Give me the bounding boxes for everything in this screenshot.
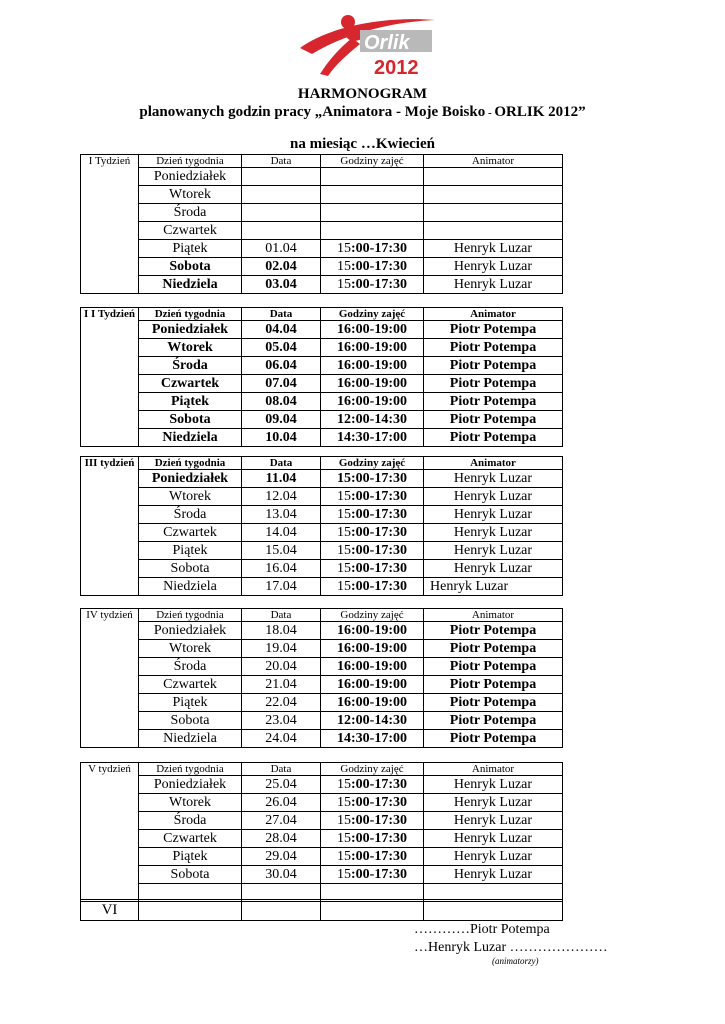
schedule-row	[81, 776, 563, 794]
animator-cell: Piotr Potempa	[424, 339, 563, 357]
day-cell: Piątek	[139, 393, 242, 411]
animator-cell	[424, 186, 563, 204]
date-cell	[242, 168, 321, 186]
schedule-row	[81, 658, 563, 676]
hours-cell: 15:00-17:30	[321, 830, 424, 848]
column-header-hours: Godziny zajęć	[321, 609, 424, 622]
day-cell: Sobota	[139, 712, 242, 730]
day-cell: Piątek	[139, 542, 242, 560]
date-cell	[242, 186, 321, 204]
date-cell: 02.04	[242, 258, 321, 276]
schedule-row	[81, 258, 563, 276]
schedule-row	[81, 240, 563, 258]
week-table	[80, 762, 563, 902]
schedule-row	[81, 524, 563, 542]
hours-cell: 16:00-19:00	[321, 658, 424, 676]
date-cell: 20.04	[242, 658, 321, 676]
date-cell: 17.04	[242, 578, 321, 596]
date-cell: 22.04	[242, 694, 321, 712]
day-cell: Poniedziałek	[139, 622, 242, 640]
hours-cell: 15:00-17:30	[321, 240, 424, 258]
schedule-row	[81, 276, 563, 294]
date-cell	[242, 222, 321, 240]
hours-cell: 15:00-17:30	[321, 258, 424, 276]
schedule-row	[81, 321, 563, 339]
column-header-animator: Animator	[424, 308, 563, 321]
week-table	[80, 307, 563, 447]
day-cell: Niedziela	[139, 578, 242, 596]
date-cell: 24.04	[242, 730, 321, 748]
date-cell: 15.04	[242, 542, 321, 560]
date-cell: 21.04	[242, 676, 321, 694]
day-cell: Czwartek	[139, 676, 242, 694]
column-header-date: Data	[242, 155, 321, 168]
schedule-row	[81, 812, 563, 830]
day-cell: Czwartek	[139, 222, 242, 240]
week-label: III tydzień	[81, 457, 139, 596]
day-cell: Sobota	[139, 866, 242, 884]
date-cell: 18.04	[242, 622, 321, 640]
animator-cell: Piotr Potempa	[424, 357, 563, 375]
schedule-row	[81, 411, 563, 429]
animator-cell: Piotr Potempa	[424, 676, 563, 694]
animator-cell: Piotr Potempa	[424, 429, 563, 447]
hours-cell: 16:00-19:00	[321, 640, 424, 658]
hours-cell: 15:00-17:30	[321, 848, 424, 866]
column-header-date: Data	[242, 457, 321, 470]
signature-line-2: …Henryk Luzar …………………	[414, 940, 608, 955]
schedule-row	[81, 488, 563, 506]
hours-cell: 14:30-17:00	[321, 730, 424, 748]
document-title: HARMONOGRAM	[297, 86, 428, 102]
column-header-hours: Godziny zajęć	[321, 308, 424, 321]
animator-cell: Henryk Luzar	[424, 866, 563, 884]
signature-note: (animatorzy)	[492, 956, 539, 966]
column-header-animator: Animator	[424, 609, 563, 622]
hours-cell: 16:00-19:00	[321, 321, 424, 339]
date-cell: 27.04	[242, 812, 321, 830]
hours-cell: 15:00-17:30	[321, 488, 424, 506]
schedule-row	[81, 794, 563, 812]
schedule-row	[81, 542, 563, 560]
day-cell: Środa	[139, 357, 242, 375]
hours-cell: 15:00-17:30	[321, 524, 424, 542]
week-6-label: VI	[81, 900, 139, 921]
day-cell: Poniedziałek	[139, 470, 242, 488]
animator-cell: Henryk Luzar	[424, 794, 563, 812]
day-cell: Sobota	[139, 560, 242, 578]
day-cell: Wtorek	[139, 794, 242, 812]
date-cell: 12.04	[242, 488, 321, 506]
day-cell: Niedziela	[139, 276, 242, 294]
orlik-2012-logo	[290, 8, 440, 80]
month-line: na miesiąc …Kwiecień	[290, 136, 435, 152]
date-cell: 28.04	[242, 830, 321, 848]
date-cell: 23.04	[242, 712, 321, 730]
animator-cell: Henryk Luzar	[424, 470, 563, 488]
animator-cell: Henryk Luzar	[424, 830, 563, 848]
column-header-animator: Animator	[424, 763, 563, 776]
date-cell: 07.04	[242, 375, 321, 393]
schedule-row	[81, 640, 563, 658]
schedule-row	[81, 730, 563, 748]
date-cell: 01.04	[242, 240, 321, 258]
date-cell: 13.04	[242, 506, 321, 524]
column-header-date: Data	[242, 308, 321, 321]
schedule-row	[81, 429, 563, 447]
date-cell: 19.04	[242, 640, 321, 658]
schedule-row	[81, 848, 563, 866]
day-cell: Piątek	[139, 694, 242, 712]
animator-cell: Henryk Luzar	[424, 258, 563, 276]
animator-cell	[424, 222, 563, 240]
hours-cell: 16:00-19:00	[321, 694, 424, 712]
day-cell: Piątek	[139, 240, 242, 258]
hours-cell: 15:00-17:30	[321, 794, 424, 812]
schedule-row	[81, 694, 563, 712]
schedule-row	[81, 578, 563, 596]
hours-cell: 15:00-17:30	[321, 542, 424, 560]
date-cell	[242, 204, 321, 222]
schedule-row	[81, 866, 563, 884]
animator-cell: Piotr Potempa	[424, 411, 563, 429]
schedule-row	[81, 830, 563, 848]
hours-cell: 16:00-19:00	[321, 622, 424, 640]
animator-cell: Piotr Potempa	[424, 393, 563, 411]
animator-cell: Piotr Potempa	[424, 658, 563, 676]
day-cell: Czwartek	[139, 830, 242, 848]
hours-cell	[321, 186, 424, 204]
hours-cell: 12:00-14:30	[321, 411, 424, 429]
animator-cell: Henryk Luzar	[424, 812, 563, 830]
day-cell: Sobota	[139, 258, 242, 276]
column-header-day: Dzień tygodnia	[139, 609, 242, 622]
week-table	[80, 456, 563, 596]
animator-cell: Henryk Luzar	[424, 542, 563, 560]
day-cell: Środa	[139, 204, 242, 222]
hours-cell: 15:00-17:30	[321, 506, 424, 524]
column-header-date: Data	[242, 763, 321, 776]
day-cell: Niedziela	[139, 730, 242, 748]
hours-cell	[321, 168, 424, 186]
day-cell: Sobota	[139, 411, 242, 429]
day-cell: Piątek	[139, 848, 242, 866]
schedule-row	[81, 560, 563, 578]
animator-cell: Piotr Potempa	[424, 730, 563, 748]
date-cell: 29.04	[242, 848, 321, 866]
animator-cell: Piotr Potempa	[424, 712, 563, 730]
animator-cell: Piotr Potempa	[424, 375, 563, 393]
animator-cell: Henryk Luzar	[424, 524, 563, 542]
hours-cell: 15:00-17:30	[321, 866, 424, 884]
day-cell: Środa	[139, 658, 242, 676]
hours-cell: 15:00-17:30	[321, 578, 424, 596]
day-cell: Poniedziałek	[139, 168, 242, 186]
date-cell: 09.04	[242, 411, 321, 429]
hours-cell: 16:00-19:00	[321, 375, 424, 393]
date-cell: 26.04	[242, 794, 321, 812]
date-cell: 30.04	[242, 866, 321, 884]
animator-cell: Piotr Potempa	[424, 640, 563, 658]
day-cell: Czwartek	[139, 375, 242, 393]
schedule-row	[81, 712, 563, 730]
column-header-hours: Godziny zajęć	[321, 457, 424, 470]
date-cell: 14.04	[242, 524, 321, 542]
schedule-row	[81, 186, 563, 204]
day-cell: Poniedziałek	[139, 321, 242, 339]
day-cell: Wtorek	[139, 488, 242, 506]
animator-cell: Henryk Luzar	[424, 578, 563, 596]
animator-cell: Henryk Luzar	[424, 240, 563, 258]
date-cell: 10.04	[242, 429, 321, 447]
hours-cell	[321, 204, 424, 222]
document-subtitle: planowanych godzin pracy „Animatora - Moje Boisko - ORLIK 2012”	[139, 104, 586, 120]
hours-cell: 15:00-17:30	[321, 776, 424, 794]
schedule-row	[81, 622, 563, 640]
day-cell: Czwartek	[139, 524, 242, 542]
animator-cell: Piotr Potempa	[424, 622, 563, 640]
hours-cell: 16:00-19:00	[321, 676, 424, 694]
date-cell: 08.04	[242, 393, 321, 411]
column-header-day: Dzień tygodnia	[139, 155, 242, 168]
week-label: IV tydzień	[81, 609, 139, 748]
column-header-hours: Godziny zajęć	[321, 763, 424, 776]
week-table	[80, 608, 563, 748]
date-cell: 05.04	[242, 339, 321, 357]
schedule-row	[81, 339, 563, 357]
schedule-row	[81, 393, 563, 411]
date-cell: 04.04	[242, 321, 321, 339]
column-header-date: Data	[242, 609, 321, 622]
animator-cell: Henryk Luzar	[424, 276, 563, 294]
column-header-day: Dzień tygodnia	[139, 763, 242, 776]
column-header-day: Dzień tygodnia	[139, 308, 242, 321]
date-cell: 03.04	[242, 276, 321, 294]
animator-cell: Piotr Potempa	[424, 321, 563, 339]
week-label: I I Tydzień	[81, 308, 139, 447]
animator-cell: Henryk Luzar	[424, 506, 563, 524]
animator-cell	[424, 204, 563, 222]
day-cell: Środa	[139, 506, 242, 524]
date-cell: 11.04	[242, 470, 321, 488]
hours-cell: 16:00-19:00	[321, 339, 424, 357]
svg-text:2012: 2012	[374, 57, 419, 79]
schedule-row	[81, 676, 563, 694]
schedule-row	[81, 470, 563, 488]
column-header-day: Dzień tygodnia	[139, 457, 242, 470]
hours-cell: 16:00-19:00	[321, 393, 424, 411]
day-cell: Wtorek	[139, 339, 242, 357]
animator-cell: Piotr Potempa	[424, 694, 563, 712]
day-cell: Niedziela	[139, 429, 242, 447]
signature-line-1: …………Piotr Potempa	[414, 922, 550, 937]
week-6-table	[80, 899, 563, 921]
day-cell: Poniedziałek	[139, 776, 242, 794]
week-label: V tydzień	[81, 763, 139, 902]
svg-text:Orlik: Orlik	[364, 32, 410, 54]
schedule-row	[81, 506, 563, 524]
column-header-animator: Animator	[424, 155, 563, 168]
schedule-row	[81, 375, 563, 393]
hours-cell: 15:00-17:30	[321, 276, 424, 294]
animator-cell: Henryk Luzar	[424, 560, 563, 578]
day-cell: Wtorek	[139, 186, 242, 204]
column-header-animator: Animator	[424, 457, 563, 470]
date-cell: 25.04	[242, 776, 321, 794]
schedule-row	[81, 168, 563, 186]
schedule-row	[81, 222, 563, 240]
schedule-row	[81, 204, 563, 222]
animator-cell: Henryk Luzar	[424, 776, 563, 794]
date-cell: 16.04	[242, 560, 321, 578]
date-cell: 06.04	[242, 357, 321, 375]
schedule-row	[81, 357, 563, 375]
hours-cell: 16:00-19:00	[321, 357, 424, 375]
hours-cell: 15:00-17:30	[321, 560, 424, 578]
animator-cell	[424, 168, 563, 186]
column-header-hours: Godziny zajęć	[321, 155, 424, 168]
day-cell: Wtorek	[139, 640, 242, 658]
hours-cell: 15:00-17:30	[321, 470, 424, 488]
hours-cell: 15:00-17:30	[321, 812, 424, 830]
week-label: I Tydzień	[81, 155, 139, 294]
animator-cell: Henryk Luzar	[424, 488, 563, 506]
animator-cell: Henryk Luzar	[424, 848, 563, 866]
hours-cell: 14:30-17:00	[321, 429, 424, 447]
hours-cell: 12:00-14:30	[321, 712, 424, 730]
day-cell: Środa	[139, 812, 242, 830]
hours-cell	[321, 222, 424, 240]
week-table	[80, 154, 563, 294]
